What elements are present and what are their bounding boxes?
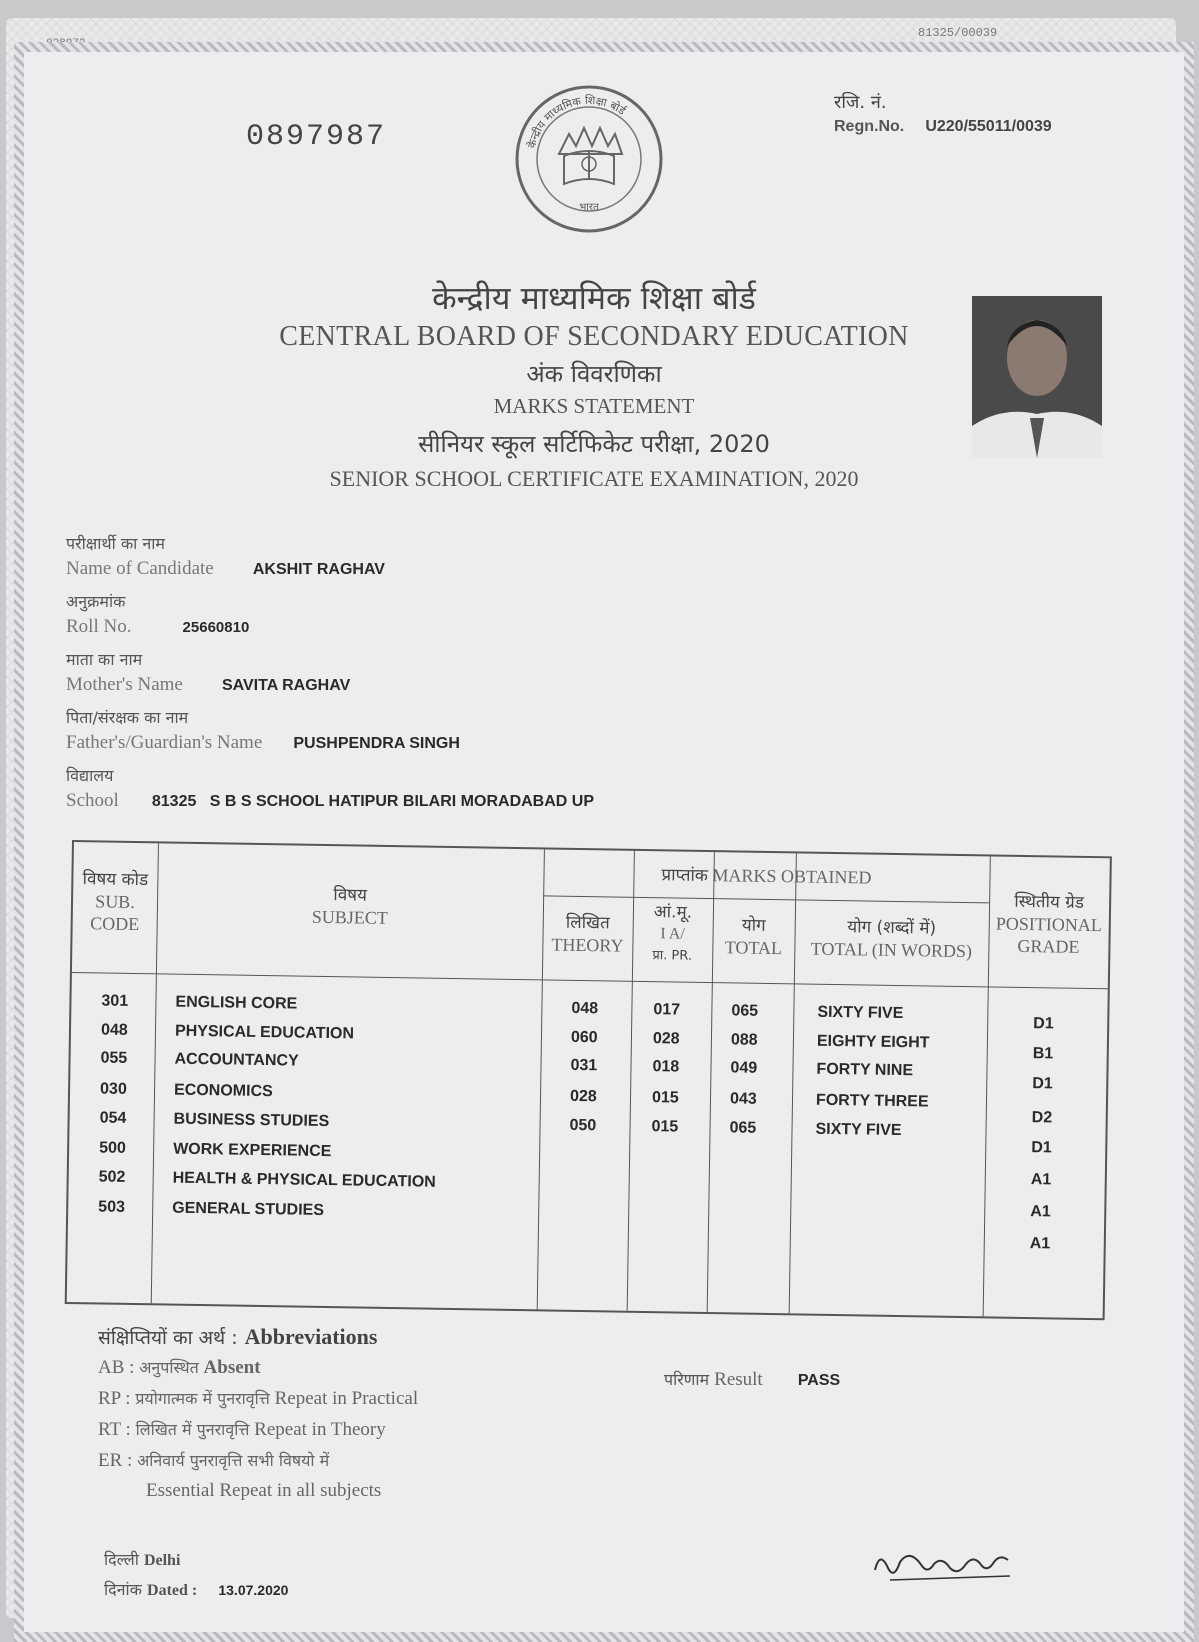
cell-words: SIXTY FIVE: [817, 1003, 904, 1023]
result-block: [664, 1368, 840, 1391]
dated-hindi: दिनांक: [104, 1580, 142, 1599]
marks-table: [65, 840, 1112, 1320]
cell-ia: 015: [651, 1118, 679, 1136]
abbr-ab: AB : अनुपस्थित Absent: [98, 1357, 261, 1378]
header-ia-en: I A/: [660, 925, 685, 943]
header-subject-en: SUBJECT: [311, 906, 388, 928]
exam-name: SENIOR SCHOOL CERTIFICATE EXAMINATION, 2020: [329, 466, 859, 491]
regn-label-hindi: रजि. नं.: [834, 92, 887, 113]
header-total-en: TOTAL: [724, 937, 783, 959]
abbreviations-title: Abbreviations: [244, 1324, 378, 1349]
serial-number-right: 81325/00039: [918, 26, 998, 40]
registration-block: [834, 90, 1052, 136]
header-total-hindi: योग: [741, 915, 766, 936]
marks-statement-sheet: [6, 18, 1176, 1618]
father-label-hindi: पिता/संरक्षक का नाम: [66, 708, 189, 727]
cell-name: ECONOMICS: [173, 1081, 273, 1101]
cell-name: ACCOUNTANCY: [174, 1050, 299, 1070]
cell-total: 088: [730, 1031, 758, 1049]
seal-bottom-text: भारत: [579, 202, 599, 213]
father-label: Father's/Guardian's Name: [66, 732, 263, 753]
header-positional-grade: [988, 890, 1109, 958]
exam-name-hindi: सीनियर स्कूल सर्टिफिकेट परीक्षा, 2020: [418, 430, 770, 458]
cell-code: 048: [100, 1021, 128, 1039]
roll-label: Roll No.: [66, 616, 132, 637]
cell-total: 043: [729, 1090, 757, 1108]
regn-label: Regn.No.: [834, 118, 905, 135]
cell-code: 030: [99, 1080, 127, 1098]
header-grade-hindi: स्थितीय ग्रेड: [1014, 891, 1085, 913]
cell-grade: B1: [1032, 1045, 1054, 1063]
header-sub-code: [73, 868, 158, 935]
candidate-info: [66, 532, 594, 812]
header-words-hindi: योग (शब्दों में): [847, 917, 937, 939]
candidate-name: AKSHIT RAGHAV: [252, 561, 385, 578]
header-code-line1: SUB.: [95, 891, 135, 912]
place: Delhi: [143, 1552, 181, 1569]
header-grade-line1: POSITIONAL: [995, 913, 1102, 936]
cell-ia: 018: [652, 1058, 680, 1076]
cell-code: 502: [98, 1168, 126, 1186]
abbreviations-block: [98, 1324, 418, 1502]
header-theory-en: THEORY: [551, 934, 624, 956]
candidate-photo: [972, 296, 1102, 458]
cell-grade: D1: [1031, 1139, 1052, 1157]
header-theory-hindi: लिखित: [565, 912, 610, 934]
cell-code: 503: [98, 1198, 126, 1216]
cell-name: WORK EXPERIENCE: [173, 1140, 332, 1161]
cell-words: SIXTY FIVE: [815, 1120, 902, 1140]
header-total-words: [794, 915, 989, 962]
header-subject: [157, 881, 544, 931]
cell-total: 065: [729, 1119, 757, 1137]
cell-code: 301: [101, 992, 129, 1010]
cell-words: FORTY NINE: [816, 1060, 914, 1080]
father-name: PUSHPENDRA SINGH: [293, 735, 460, 752]
cbse-seal-icon: [514, 84, 664, 234]
cell-theory: 050: [569, 1116, 597, 1135]
cell-words: EIGHTY EIGHT: [816, 1032, 930, 1052]
abbr-rt: RT : लिखित में पुनरावृत्ति Repeat in Theory: [98, 1419, 386, 1440]
cell-name: BUSINESS STUDIES: [173, 1110, 330, 1131]
cell-grade: A1: [1030, 1203, 1051, 1221]
header-code-line2: CODE: [90, 913, 140, 935]
date-value: 13.07.2020: [218, 1582, 289, 1598]
cell-theory: 028: [569, 1087, 597, 1106]
cell-words: FORTY THREE: [815, 1091, 929, 1111]
header-ia-pr: प्रा. PR.: [652, 948, 693, 964]
board-name-hindi: केन्द्रीय माध्यमिक शिक्षा बोर्ड: [432, 279, 756, 317]
header-theory: [542, 911, 633, 956]
cell-grade: D2: [1031, 1109, 1053, 1127]
cell-theory: 031: [570, 1056, 598, 1075]
cell-code: 054: [99, 1109, 127, 1127]
school-name: 81325 S B S SCHOOL HATIPUR BILARI MORADABAD UP: [151, 793, 595, 810]
school-label: School: [66, 790, 119, 811]
cell-grade: A1: [1029, 1235, 1051, 1253]
header-ia-hindi: आं.मू.: [653, 902, 693, 923]
cell-theory: 060: [570, 1028, 598, 1047]
result-value: PASS: [797, 1372, 841, 1389]
cell-grade: D1: [1033, 1015, 1054, 1033]
cell-total: 049: [730, 1059, 758, 1077]
document-number: 0897987: [246, 120, 387, 154]
cell-grade: D1: [1032, 1075, 1053, 1093]
cell-name: HEALTH & PHYSICAL EDUCATION: [172, 1169, 436, 1191]
mother-label: Mother's Name: [66, 674, 183, 695]
cell-name: ENGLISH CORE: [175, 993, 298, 1013]
header-ia: [632, 901, 713, 968]
roll-label-hindi: अनुक्रमांक: [66, 592, 126, 611]
place-hindi: दिल्ली: [104, 1550, 139, 1569]
name-label-hindi: परीक्षार्थी का नाम: [66, 534, 165, 553]
board-name: CENTRAL BOARD OF SECONDARY EDUCATION: [279, 321, 909, 352]
result-label-hindi: परिणाम: [664, 1370, 710, 1389]
regn-value: U220/55011/0039: [925, 118, 1052, 135]
mother-label-hindi: माता का नाम: [66, 650, 143, 669]
header-words-en: TOTAL (IN WORDS): [810, 938, 973, 962]
result-label: Result: [714, 1369, 763, 1390]
header-marks-en: MARKS OBTAINED: [712, 865, 872, 888]
cell-ia: 028: [652, 1030, 680, 1048]
cell-name: GENERAL STUDIES: [172, 1199, 325, 1220]
doc-title-hindi: अंक विवरणिका: [526, 360, 662, 388]
mother-name: SAVITA RAGHAV: [221, 677, 351, 694]
certificate-body: [14, 42, 1194, 1642]
abbreviations-title-hindi: संक्षिप्तियों का अर्थ :: [98, 1327, 238, 1349]
roll-number: 25660810: [182, 619, 250, 636]
footer-block: [104, 1548, 288, 1600]
doc-title: MARKS STATEMENT: [493, 394, 695, 418]
dated-label: Dated :: [147, 1582, 198, 1599]
header-total: [712, 914, 795, 959]
cell-ia: 017: [653, 1001, 681, 1019]
cell-grade: A1: [1030, 1171, 1052, 1189]
header-subject-hindi: विषय: [333, 885, 368, 906]
cell-theory: 048: [571, 999, 599, 1018]
cell-ia: 015: [651, 1089, 679, 1107]
abbr-er: ER : अनिवार्य पुनरावृत्ति सभी विषयो में: [98, 1450, 330, 1471]
abbr-rp: RP : प्रयोगात्मक में पुनरावृत्ति Repeat in Practical: [98, 1388, 419, 1409]
header-code-hindi: विषय कोड: [82, 869, 149, 891]
cell-name: PHYSICAL EDUCATION: [174, 1022, 355, 1043]
header-marks-hindi: प्राप्तांक: [661, 865, 709, 886]
cell-total: 065: [731, 1002, 759, 1020]
seal-top-text: केन्द्रीय माध्यमिक शिक्षा बोर्ड: [525, 93, 628, 150]
cell-code: 055: [100, 1049, 128, 1067]
header-marks-obtained: [543, 861, 989, 891]
header-grade-line2: GRADE: [1017, 935, 1080, 957]
name-label: Name of Candidate: [66, 558, 214, 579]
controller-signature: [870, 1540, 1020, 1594]
cell-code: 500: [99, 1139, 126, 1157]
abbr-er-en: Essential Repeat in all subjects: [146, 1480, 382, 1501]
school-label-hindi: विद्यालय: [66, 766, 114, 785]
